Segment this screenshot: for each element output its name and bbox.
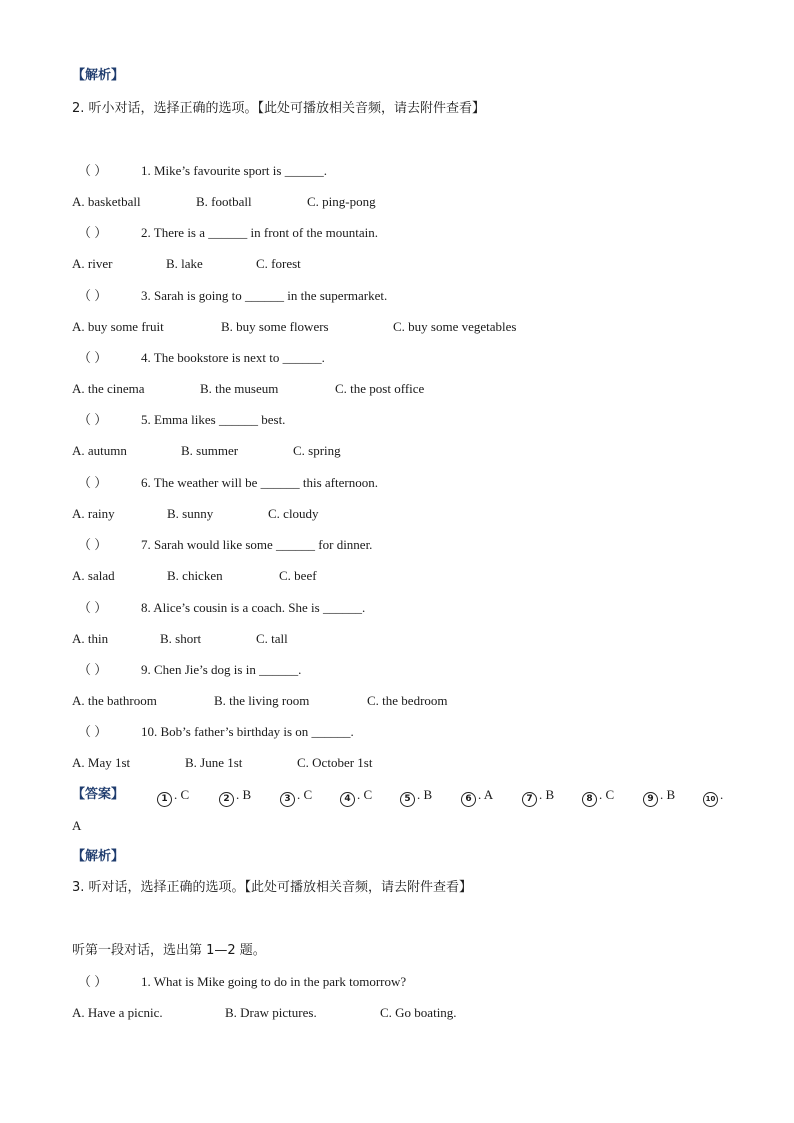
circled-number: 8 [582,792,597,807]
answer-bracket: （ ） [78,412,108,427]
answer-value: . B [539,787,555,802]
answer-item [340,787,372,807]
option-c: C. October 1st [297,755,373,770]
circled-number: 1 [157,792,172,807]
option-a: A. Have a picnic. [72,1005,163,1020]
option-b: B. short [160,631,202,646]
circled-number: 4 [340,792,355,807]
option-c: C. buy some vegetables [393,319,517,334]
circled-number: 9 [643,792,658,807]
question-stem: 7. Sarah would like some ______ for dinner. [141,537,373,552]
question-3-subtitle: 听第一段对话，选出第 1—2 题。 [72,943,266,958]
option-b: B. buy some flowers [221,319,329,334]
question-stem: 2. There is a ______ in front of the mountain. [141,225,378,240]
option-c: C. ping-pong [307,194,376,209]
answer-item [522,787,554,807]
option-c: C. the post office [335,381,425,396]
option-a: A. autumn [72,443,127,458]
option-a: A. the bathroom [72,693,157,708]
answer-bracket: （ ） [78,662,108,677]
option-b: B. summer [181,443,239,458]
circled-number: 7 [522,792,537,807]
answer-value: . C [357,787,373,802]
answer-label: 【答案】 [72,787,125,802]
question-3-title: 3. 听对话，选择正确的选项。【此处可播放相关音频，请去附件查看】 [72,880,473,895]
answer-value: . B [236,787,252,802]
answer-item [461,787,493,807]
option-b: B. chicken [167,568,223,583]
answer-value: . B [417,787,433,802]
question-stem: 6. The weather will be ______ this afternoon. [141,475,378,490]
question-stem: 9. Chen Jie’s dog is in ______. [141,662,302,677]
circled-number: 10 [703,792,718,807]
option-b: B. lake [166,256,203,271]
option-b: B. Draw pictures. [225,1005,317,1020]
question-stem: 8. Alice’s cousin is a coach. She is ______. [141,600,366,615]
question-stem: 4. The bookstore is next to ______. [141,350,325,365]
analysis-label-1: 【解析】 [72,68,125,83]
question-2-title: 2. 听小对话，选择正确的选项。【此处可播放相关音频，请去附件查看】 [72,101,486,116]
option-a: A. river [72,256,113,271]
answer-item [643,787,675,807]
answer-bracket: （ ） [78,350,108,365]
answer-item [400,787,432,807]
answer-bracket: （ ） [78,600,108,615]
option-b: B. football [196,194,252,209]
circled-number: 2 [219,792,234,807]
option-a: A. basketball [72,194,141,209]
option-c: C. spring [293,443,341,458]
option-c: C. forest [256,256,301,271]
circled-number: 5 [400,792,415,807]
answer-bracket: （ ） [78,537,108,552]
answer-item [703,787,723,807]
option-a: A. the cinema [72,381,145,396]
answer-item [582,787,614,807]
option-a: A. buy some fruit [72,319,164,334]
answer-bracket: （ ） [78,724,108,739]
answer-value: . B [660,787,676,802]
question-stem: 1. Mike’s favourite sport is ______. [141,163,327,178]
answer-item [280,787,312,807]
option-b: B. June 1st [185,755,243,770]
option-a: A. rainy [72,506,115,521]
question-stem: 1. What is Mike going to do in the park tomorrow? [141,974,407,989]
answer-value: . [720,787,724,802]
answer-bracket: （ ） [78,475,108,490]
answer-value: . A [478,787,494,802]
answer-item [157,787,189,807]
option-c: C. Go boating. [380,1005,457,1020]
answer-wrap: A [72,818,82,833]
answer-bracket: （ ） [78,225,108,240]
answer-value: . C [297,787,313,802]
answer-value: . C [174,787,190,802]
option-a: A. thin [72,631,109,646]
option-a: A. May 1st [72,755,131,770]
answer-bracket: （ ） [78,288,108,303]
option-b: B. sunny [167,506,214,521]
option-c: C. cloudy [268,506,319,521]
option-a: A. salad [72,568,115,583]
option-c: C. tall [256,631,288,646]
option-c: C. beef [279,568,317,583]
question-stem: 3. Sarah is going to ______ in the supermarket. [141,288,388,303]
option-b: B. the living room [214,693,310,708]
option-b: B. the museum [200,381,279,396]
answer-bracket: （ ） [78,163,108,178]
analysis-label-2: 【解析】 [72,849,125,864]
answer-item [219,787,251,807]
answer-bracket: （ ） [78,974,108,989]
question-stem: 10. Bob’s father’s birthday is on ______. [141,724,354,739]
circled-number: 3 [280,792,295,807]
question-stem: 5. Emma likes ______ best. [141,412,286,427]
circled-number: 6 [461,792,476,807]
option-c: C. the bedroom [367,693,448,708]
answer-value: . C [599,787,615,802]
